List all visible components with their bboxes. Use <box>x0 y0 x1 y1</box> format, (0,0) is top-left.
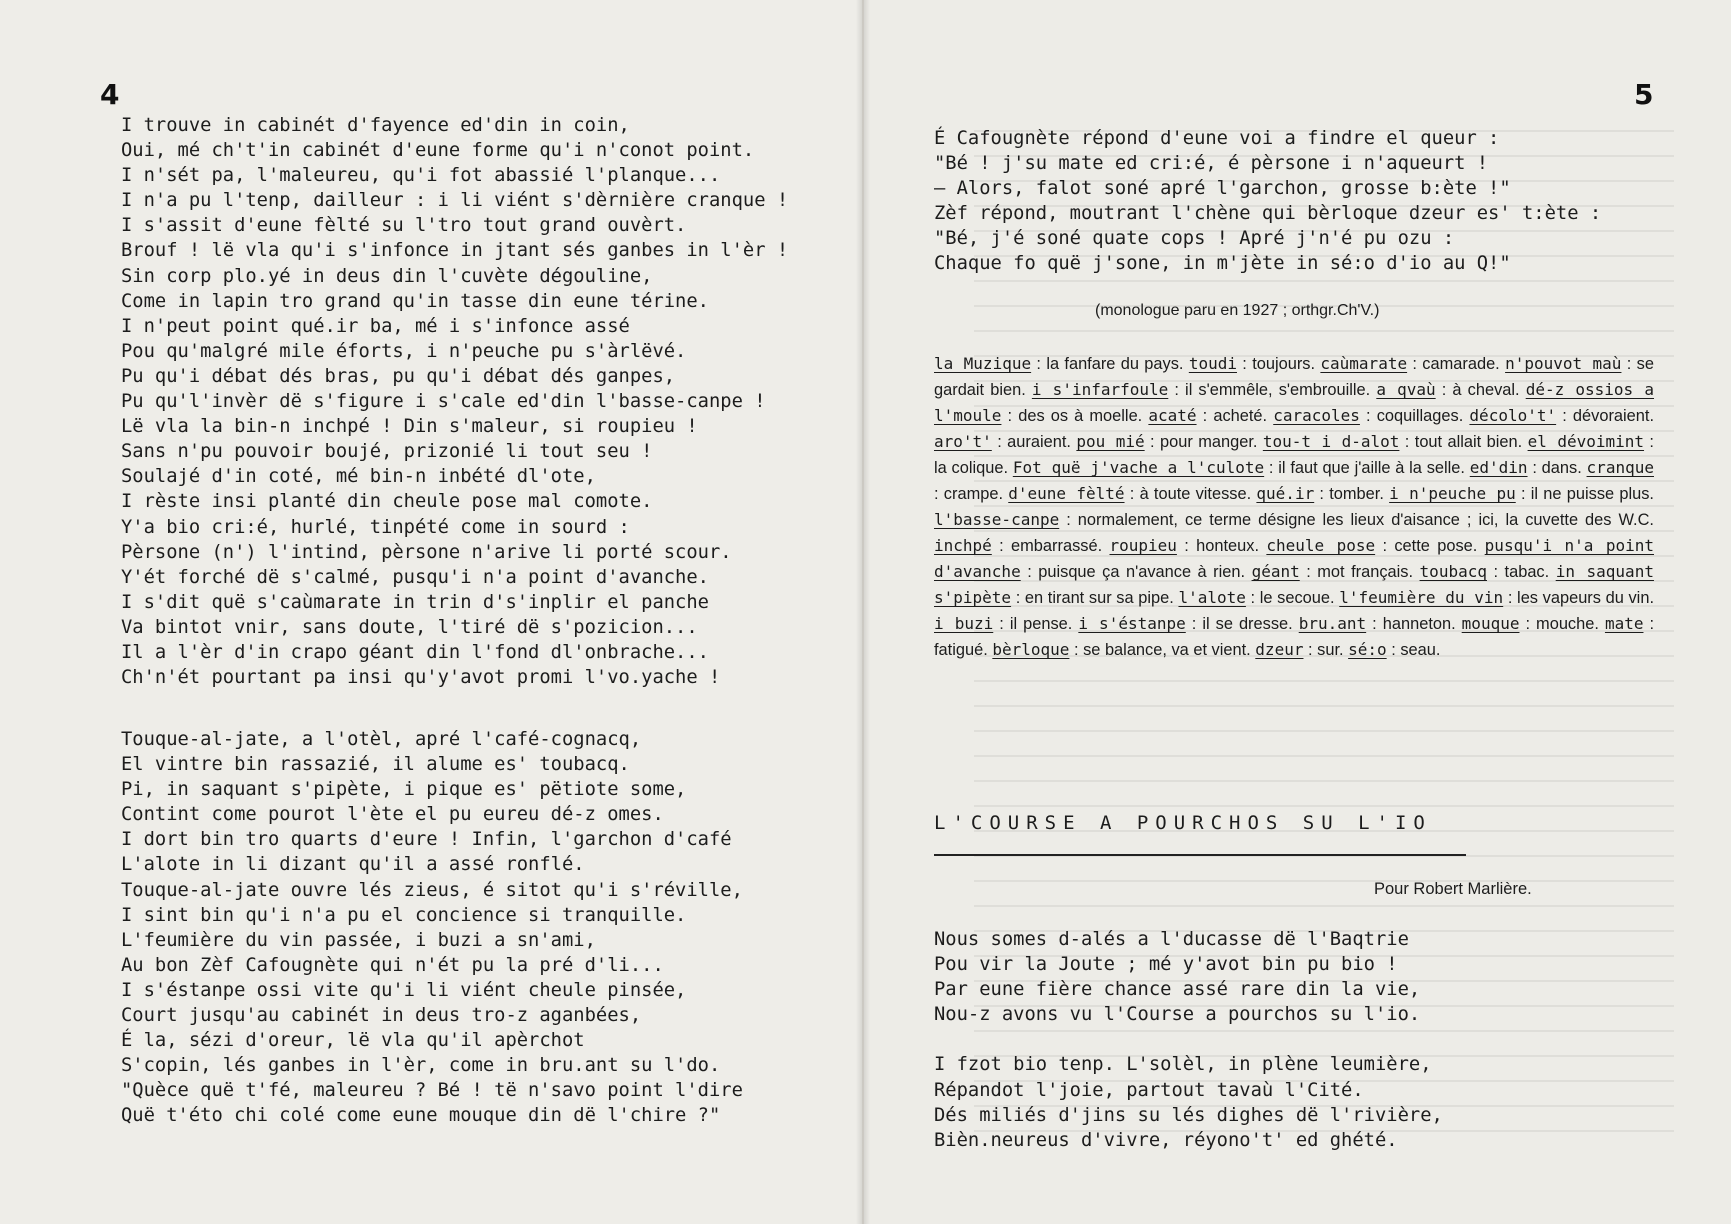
verse-line: Au bon Zèf Cafougnète qui n'ét pu la pré d'li... <box>121 954 664 976</box>
glossary-definition: honteux. <box>1196 537 1260 555</box>
glossary-term: d'eune fèlté <box>1008 484 1125 503</box>
verse-line: S'copin, lés ganbes in l'èr, come in bru.ant su l'do. <box>121 1055 721 1077</box>
poem-title: L'COURSE A POURCHOS SU L'IO <box>934 812 1432 834</box>
glossary-term: l'basse-canpe <box>934 510 1060 529</box>
verse-line: Il a l'èr d'in crapo géant din l'fond dl'onbrache... <box>121 641 709 663</box>
verse-line: Pou qu'malgré mile éforts, i n'peuche pu s'àrlëvé. <box>121 340 687 362</box>
glossary-definition: tabac. <box>1504 563 1550 581</box>
glossary-term: roupieu <box>1109 536 1177 555</box>
glossary-definition: il pense. <box>1009 615 1073 633</box>
verse-line: I n'sét pa, l'maleureu, qu'i fot abassié l'planque... <box>121 165 721 187</box>
glossary-term: toudi <box>1188 354 1237 373</box>
verse-line: Pu qu'i débat dés bras, pu qu'i débat dés ganpes, <box>121 365 676 387</box>
glossary-definition: à cheval. <box>1452 381 1520 399</box>
glossary-definition: se gardait bien. <box>934 355 1654 399</box>
verse-line: Chaque fo quë j'sone, in m'jète in sé:o d'io au Q!" <box>934 253 1511 275</box>
verse-line: "Quèce quë t'fé, maleureu ? Bé ! të n'savo point l'dire <box>121 1080 743 1102</box>
glossary-term: inchpé <box>934 536 992 555</box>
glossary-definition: pour manger. <box>1160 433 1258 451</box>
glossary-definition: puisque ça n'avance à rien. <box>1038 563 1246 581</box>
glossary-definition: acheté. <box>1213 407 1268 425</box>
glossary-definition: des os à moelle. <box>1018 407 1143 425</box>
dedication: Pour Robert Marlière. <box>1374 880 1532 898</box>
glossary-term: i buzi <box>934 614 994 633</box>
glossary-definition: se balance, va et vient. <box>1083 641 1251 659</box>
monologue-credit: (monologue paru en 1927 ; orthgr.Ch'V.) <box>1095 302 1380 319</box>
glossary-definition: à toute vitesse. <box>1139 485 1252 503</box>
verse-line: Pèrsone (n') l'intind, pèrsone n'arive li porté scour. <box>121 541 732 563</box>
verse-line: — Alors, falot soné apré l'garchon, grosse b:ète !" <box>934 178 1511 200</box>
verse-line: I s'dit quë s'caùmarate in trin d's'inplir el panche <box>121 591 709 613</box>
verse-line: Sans n'pu pouvoir boujé, prizonié li tout seu ! <box>121 441 653 463</box>
glossary-term: dzeur <box>1255 640 1304 659</box>
glossary-term: pou mié <box>1076 432 1145 451</box>
glossary-term: a qvaù <box>1376 380 1436 399</box>
verse-line: É la, sézi d'oreur, lë vla qu'il apèrchot <box>121 1030 585 1052</box>
verse-line: Va bintot vnir, sans doute, l'tiré dë s'pozicion... <box>121 616 698 638</box>
glossary-definition: coquillages. <box>1376 407 1464 425</box>
glossary-term: l'alote <box>1178 588 1246 607</box>
glossary-term: pusqu'i n'a point d'avanche <box>934 536 1654 581</box>
glossary-definition: le secoue. <box>1259 589 1335 607</box>
glossary-definition: mouche. <box>1536 615 1599 633</box>
verse-line: Oui, mé ch't'in cabinét d'eune forme qu'i n'conot point. <box>121 140 755 162</box>
glossary-definition: la colique. <box>934 459 1009 477</box>
glossary-definition: la fanfare du pays. <box>1046 355 1184 373</box>
glossary-term: caracoles <box>1273 406 1360 425</box>
verse-line: L'alote in li dizant qu'il a assé ronflé. <box>121 854 585 876</box>
glossary-definition: dévoraient. <box>1572 407 1655 425</box>
verse-line: Touque-al-jate ouvre lés zieus, é sitot qu'i s'réville, <box>121 879 743 901</box>
verse-line: Par eune fière chance assé rare din la vie, <box>934 979 1421 1001</box>
verse-line: "Bé, j'é soné quate cops ! Apré j'n'é pu ozu : <box>934 228 1455 250</box>
glossary-definition: crampe. <box>943 485 1004 503</box>
glossary-term: mate <box>1604 614 1644 633</box>
glossary-term: tou-t i d-alot <box>1262 432 1400 451</box>
verse-line: I s'assit d'eune fèlté su l'tro tout grand ouvèrt. <box>121 215 687 237</box>
glossary-term: aro't' <box>934 432 992 451</box>
glossary-definition: les vapeurs du vin. <box>1517 589 1654 607</box>
glossary-definition: camarade. <box>1422 355 1500 373</box>
glossary-definition: embarrassé. <box>1011 537 1103 555</box>
page-number-left: 4 <box>100 78 120 111</box>
verse-line: Sin corp plo.yé in deus din l'cuvète dégouline, <box>121 265 653 287</box>
page-number-right: 5 <box>1634 78 1654 111</box>
book-gutter <box>856 0 870 1224</box>
glossary-term: el dévoimint <box>1527 432 1645 451</box>
title-underline <box>934 854 1466 856</box>
glossary-definition: auraient. <box>1007 433 1071 451</box>
glossary-term: mouque <box>1461 614 1520 633</box>
verse-line: I n'peut point qué.ir ba, mé i s'infonce assé <box>121 315 630 337</box>
verse-line: Y'a bio cri:é, hurlé, tinpété come in sourd : <box>121 516 630 538</box>
stanza-1 <box>121 113 788 690</box>
glossary-definition: mot français. <box>1317 563 1414 581</box>
verse-line: I fzot bio tenp. L'solèl, in plène leumière, <box>934 1054 1432 1076</box>
glossary-definition: sur. <box>1317 641 1344 659</box>
glossary-term: in saquant s'pipète <box>934 562 1654 607</box>
verse-line: Court jusqu'au cabinét in deus tro-z aganbées, <box>121 1005 642 1027</box>
glossary-term: i n'peuche pu <box>1389 484 1516 503</box>
glossary-term: i s'éstanpe <box>1078 614 1186 633</box>
glossary-definition: dans. <box>1541 459 1582 477</box>
verse-line: Touque-al-jate, a l'otèl, apré l'café-cognacq, <box>121 729 642 750</box>
verse-line: I s'éstanpe ossi vite qu'i li viént cheule pinsée, <box>121 979 687 1001</box>
glossary-term: sé:o <box>1348 640 1387 659</box>
glossary-definition: il faut que j'aille à la selle. <box>1278 459 1465 477</box>
verse-line: É Cafougnète répond d'eune voi a findre el queur : <box>934 128 1500 149</box>
glossary-definition: il se dresse. <box>1202 615 1293 633</box>
verse-line: I dort bin tro quarts d'eure ! Infin, l'garchon d'café <box>121 829 732 851</box>
verse-line: Pu qu'l'invèr dë s'figure i s'cale ed'din l'basse-canpe ! <box>121 391 766 413</box>
glossary-term: l'feumière du vin <box>1339 588 1504 607</box>
glossary-term: cheule pose <box>1266 536 1376 555</box>
verse-line: El vintre bin rassazié, il alume es' toubacq. <box>121 754 630 776</box>
glossary-definition: seau. <box>1400 641 1441 659</box>
glossary: la Muzique : la fanfare du pays. toudi : toujours. caùmarate : camarade. n'pouvot maù : se gardait bien. i s'infarfoule : il s'emmêle, s'embrouille. a qvaù : à cheval. dé-z ossios a l'moule : des os à moelle. acaté : acheté. caracoles : coquillages. décolo't' : dévoraient. aro't' : auraient. pou mié : pour manger. tou-t i d-alot : tout allait bien. el dévoimint : la colique. Fot quë j'vache a l'culote : il faut que j'aille à la selle. ed'din : dans. cranque : crampe. d'eune fèlté : à toute vitesse. qué.ir : tomber. i n'peuche pu : il ne puisse plus. l'basse-canpe : normalement, ce terme désigne les lieux d'aisance ; ici, la cuvette des W.C. inchpé : embarrassé. roupieu : honteux. cheule pose : cette pose. pusqu'i n'a point d'avanche : puisque ça n'avance à rien. géant : mot français. toubacq : tabac. in saquant s'pipète : en tirant sur sa pipe. l'alote : le secoue. l'feumière du vin : les vapeurs du vin. i buzi : il pense. i s'éstanpe : il se dresse. bru.ant : hanneton. mouque : mouche. mate : fatigué. bèrloque : se balance, va et vient. dzeur : sur. sé:o : seau. <box>934 354 1655 659</box>
glossary-term: Fot quë j'vache a l'culote <box>1012 458 1265 477</box>
stanza-3 <box>934 126 1601 277</box>
glossary-definition: il s'emmêle, s'embrouille. <box>1185 381 1371 399</box>
verse-line: Ch'n'ét pourtant pa insi qu'y'avot promi l'vo.yache ! <box>121 667 721 689</box>
verse-line: Y'ét forché dë s'calmé, pusqu'i n'a point d'avanche. <box>121 566 709 588</box>
glossary-term: la Muzique <box>934 354 1032 373</box>
glossary-term: géant <box>1251 562 1300 581</box>
verse-line: I rèste insi planté din cheule pose mal comote. <box>121 491 653 513</box>
verse-line: Pou vir la Joute ; mé y'avot bin pu bio ! <box>934 954 1398 976</box>
glossary-term: qué.ir <box>1256 484 1315 503</box>
verse-line: Nous somes d-alés a l'ducasse dë l'Baqtrie <box>934 929 1409 950</box>
glossary-term: dé-z ossios a l'moule <box>934 380 1655 425</box>
glossary-term: caùmarate <box>1320 354 1408 373</box>
glossary-definition: tout allait bien. <box>1414 433 1523 451</box>
glossary-term: toubacq <box>1419 562 1487 581</box>
stanza-2 <box>121 727 743 1129</box>
verse-line: I sint bin qu'i n'a pu el concience si tranquille. <box>121 904 687 926</box>
verse-line: L'feumière du vin passée, i buzi a sn'ami, <box>121 929 596 951</box>
glossary-definition: toujours. <box>1252 355 1316 373</box>
glossary-definition: normalement, ce terme désigne les lieux d'aisance ; ici, la cuvette des W.C. <box>1077 511 1654 529</box>
glossary-term: décolo't' <box>1469 406 1557 425</box>
verse-line: Répandot l'joie, partout tavaù l'Cité. <box>934 1079 1364 1101</box>
glossary-term: n'pouvot maù <box>1505 354 1622 373</box>
glossary-term: cranque <box>1586 458 1654 477</box>
verse-line: Soulajé d'in coté, mé bin-n inbété dl'ote, <box>121 466 596 488</box>
glossary-definition: cette pose. <box>1394 537 1478 555</box>
verse-line: Come in lapin tro grand qu'in tasse din eune térine. <box>121 290 709 312</box>
glossary-definition: en tirant sur sa pipe. <box>1024 589 1174 607</box>
glossary-definition: tomber. <box>1329 485 1384 503</box>
glossary-definition: hanneton. <box>1382 615 1456 633</box>
verse-line: Bièn.neureus d'vivre, réyono't' ed ghété. <box>934 1129 1398 1151</box>
poem-body <box>934 927 1443 1153</box>
verse-line: I n'a pu l'tenp, dailleur : i li viént s'dèrnière cranque ! <box>121 190 789 212</box>
verse-line: Lë vla la bin-n inchpé ! Din s'maleur, si roupieu ! <box>121 416 698 438</box>
glossary-term: acaté <box>1148 406 1197 425</box>
verse-line: "Bé ! j'su mate ed cri:é, é pèrsone i n'aqueurt ! <box>934 153 1489 175</box>
glossary-term: ed'din <box>1469 458 1528 477</box>
verse-line: Quë t'éto chi colé come eune mouque din dë l'chire ?" <box>121 1105 721 1127</box>
glossary-definition: il ne puisse plus. <box>1530 485 1654 503</box>
glossary-term: i s'infarfoule <box>1031 380 1169 399</box>
verse-line: I trouve in cabinét d'fayence ed'din in coin, <box>121 115 630 136</box>
glossary-term: bèrloque <box>992 640 1070 659</box>
verse-line: Nou-z avons vu l'Course a pourchos su l'io. <box>934 1004 1421 1026</box>
verse-line: Brouf ! lë vla qu'i s'infonce in jtant sés ganbes in l'èr ! <box>121 240 789 262</box>
verse-line: Zèf répond, moutrant l'chène qui bèrloque dzeur es' t:ète : <box>934 203 1602 225</box>
glossary-term: bru.ant <box>1298 614 1367 633</box>
glossary-definition: fatigué. <box>934 641 988 659</box>
stanza-break <box>934 1027 1443 1052</box>
verse-line: Contint come pourot l'ète el pu eureu dé-z omes. <box>121 804 664 826</box>
verse-line: Dés miliés d'jins su lés dighes dë l'rivière, <box>934 1104 1443 1126</box>
verse-line: Pi, in saquant s'pipète, i pique es' pëtiote some, <box>121 779 687 801</box>
